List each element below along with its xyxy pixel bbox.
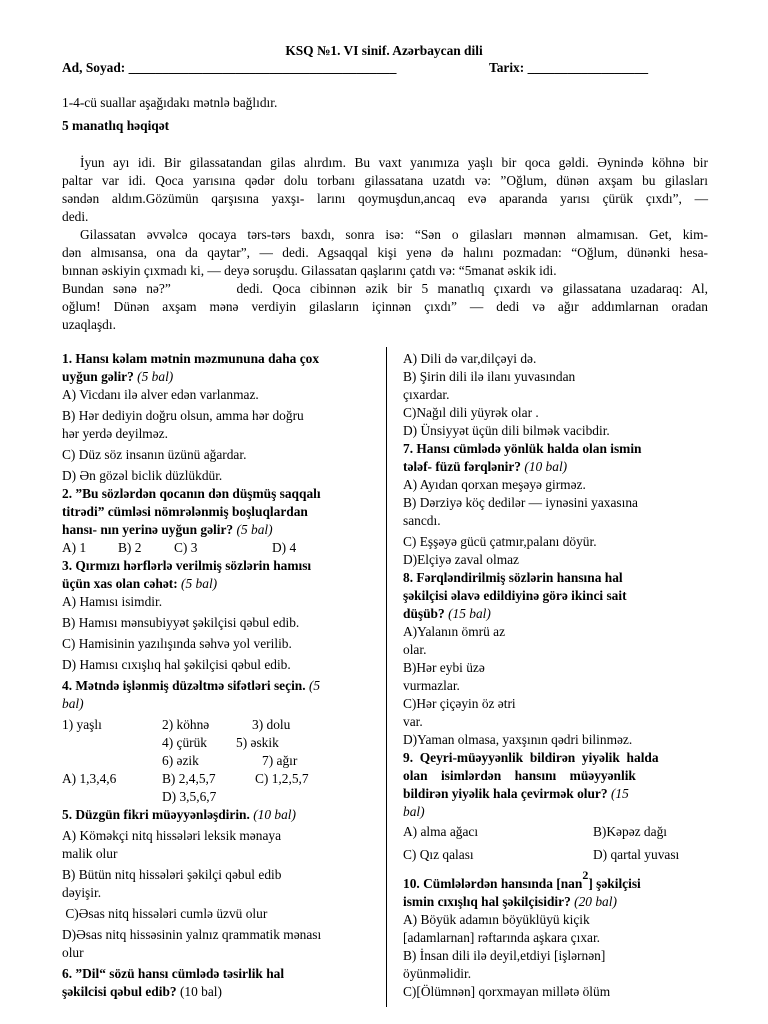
answer-option-continued: var.	[403, 714, 423, 729]
question-10-text: 10. Cümlələrdən hansında [nan2] şəkilçisi	[403, 868, 641, 891]
question-3-text: 3. Qırmızı hərflərlə verilmiş sözlərin hamısı	[62, 558, 312, 573]
answer-option[interactable]: B) İnsan dili ilə deyil,etdiyi [işlərnən]	[403, 948, 606, 963]
answer-option[interactable]: C) Hamisinin yazılışında səhvə yol verilib.	[62, 636, 292, 651]
document-title: KSQ №1. VI sinif. Azərbaycan dili	[285, 43, 483, 58]
answer-option-continued: vurmazlar.	[403, 678, 460, 693]
question-9-text	[403, 803, 709, 821]
question-points: (5 bal)	[137, 369, 174, 384]
story-line: dən almısansa, ona da qaytar”, — dedi. Agsaqqal kişi yenə də halını pozmadan: “Oğlum, dünənki hesa-	[62, 245, 708, 260]
answer-option[interactable]: B) Şirin dili ilə ilanı yuvasından	[403, 369, 576, 384]
answer-option[interactable]: C) Eşşəyə gücü çatmır,palanı döyür.	[403, 534, 597, 549]
answer-option-continued: dəyişir.	[62, 885, 102, 900]
question-points: (10 bal)	[179, 984, 222, 999]
question-8-text: düşüb? (15 bal)	[403, 606, 491, 621]
story-line: səndən aldım.Gözümün qarşısına yaxşı- larını qoymuşdun,ancaq evə aparanda yarısı çürük çıxdı”, —	[62, 191, 708, 206]
story-line: Gilassatan əvvəlcə qocaya tərs-tərs baxdı, sonra isə: “Sən o gilasları mənnən almamısan. Get, kim-	[80, 227, 708, 242]
question-4-text	[62, 695, 380, 713]
questions-left-column	[62, 350, 380, 1001]
story-line: oğlum! Dünən axşam mənə verdiyin gilasların içinnən çıxdı” — dedi və ağır addımlarnan oradan	[62, 299, 708, 314]
question-points: (5	[308, 678, 321, 693]
question-9-text: olan isimlərdən hansını müəyyənlik	[403, 768, 636, 783]
answer-options-row	[62, 539, 380, 557]
answer-option-continued: malik olur	[62, 846, 118, 861]
question-points: (10 bal)	[524, 459, 568, 474]
question-2-text: hansı- nın yerinə uyğun gəlir? (5 bal)	[62, 522, 273, 537]
question-1-text: uyğun gəlir? (5 bal)	[62, 369, 174, 384]
answer-option-continued: olar.	[403, 642, 427, 657]
question-points: (10 bal)	[253, 807, 296, 822]
answer-option[interactable]: C)Hər çiçəyin öz ətri	[403, 696, 516, 711]
word-list	[62, 716, 380, 770]
question-1-text: 1. Hansı kəlam mətnin məzmununa daha çox	[62, 351, 320, 366]
question-6-text: 6. ”Dil“ sözü hansı cümlədə təsirlik hal	[62, 966, 285, 981]
question-points: (15 bal)	[448, 606, 491, 621]
answer-option[interactable]: A) alma ağacı	[403, 824, 479, 839]
column-divider	[386, 347, 387, 1007]
word-item: 2) köhnə	[162, 717, 210, 732]
word-item: 3) dolu	[252, 717, 291, 732]
answer-option[interactable]: D) 4	[272, 540, 297, 555]
story-line: İyun ayı idi. Bir gilassatandan gilas alırdım. Bu vaxt yanımıza yaşlı bir qoca gəldi. Əynində köhnə bir	[80, 155, 708, 170]
answer-option[interactable]: B) 2,4,5,7	[162, 771, 216, 786]
story-text	[62, 154, 708, 334]
story-line: bınnan əskiyin çıxmadı ki, — deyə soruşdu. Gilassatan qaşlarını çatdı və: “5manat əskik idi.	[62, 263, 557, 278]
answer-option[interactable]: D)Əsas nitq hissəsinin yalnız qrammatik mənası	[62, 927, 322, 942]
superscript: 2	[582, 868, 589, 882]
answer-option[interactable]: A) Hamısı isimdir.	[62, 594, 163, 609]
question-points: bal)	[403, 804, 425, 819]
answer-option-continued: öyünməlidir.	[403, 966, 472, 981]
word-item: 7) ağır	[262, 753, 298, 768]
answer-option[interactable]: B) Hamısı mənsubiyyət şəkilçisi qəbul edib.	[62, 615, 300, 630]
answer-option-continued: hər yerdə deyilməz.	[62, 426, 168, 441]
answer-options-grid	[62, 770, 380, 806]
answer-option-continued: çıxardar.	[403, 387, 450, 402]
answer-option[interactable]: B) 2	[118, 540, 142, 555]
question-9-text: bildirən yiyəlik hala çevirmək olur? (15	[403, 786, 629, 801]
question-9-text: 9. Qeyri-müəyyənlik bildirən yiyəlik halda	[403, 750, 659, 765]
name-field-label: Ad, Soyad: ________________________________________	[62, 60, 397, 75]
date-field-label: Tarix: __________________	[489, 60, 649, 75]
question-6-text: şəkilcisi qəbul edib? (10 bal)	[62, 984, 222, 999]
answer-option[interactable]: D) Ən gözəl biclik düzlükdür.	[62, 468, 223, 483]
word-item: 6) əzik	[162, 753, 199, 768]
question-points: (5 bal)	[181, 576, 218, 591]
story-title: 5 manatlıq həqiqət	[62, 118, 170, 133]
answer-option[interactable]: C)Əsas nitq hissələri cumlə üzvü olur	[62, 906, 268, 921]
answer-option[interactable]: A) Ayıdan qorxan meşəyə girməz.	[403, 477, 586, 492]
question-8-text: 8. Fərqləndirilmiş sözlərin hansına hal	[403, 570, 623, 585]
word-item: 4) çürük	[162, 735, 207, 750]
question-2-text: titrədi” cümləsi nömrələnmiş boşluqlardan	[62, 504, 308, 519]
answer-option[interactable]: A) Böyük adamın böyüklüyü kiçik	[403, 912, 590, 927]
answer-option[interactable]: D) 3,5,6,7	[162, 789, 217, 804]
story-line: paltar var idi. Qoca yarısına qədər dolu torbanı gilassatana uzatdı və: ”Oğlum, dünən axşam bu gilasları	[62, 173, 708, 188]
question-7-text: tələf- füzü fərqlənir? (10 bal)	[403, 459, 568, 474]
answer-options-grid	[403, 821, 709, 867]
answer-option[interactable]: A) Vicdanı ilə alver edən varlanmaz.	[62, 387, 259, 402]
question-10-text: ismin cıxışlıq hal şəkilçisidir? (20 bal)	[403, 894, 617, 909]
answer-option[interactable]: A) Köməkçi nitq hissələri leksik mənaya	[62, 828, 282, 843]
story-line: Bundan sənə nə?” dedi. Qoca cibinnən əzik bir 5 manatlıq çıxardı və gilassatana uzadaraq: Al,	[62, 281, 708, 296]
word-item: 5) əskik	[236, 735, 279, 750]
answer-option[interactable]: D)Yaman olmasa, yaxşının qədri bilinməz.	[403, 732, 633, 747]
answer-option[interactable]: B) Dərziyə köç dedilər — iynəsini yaxasına	[403, 495, 639, 510]
word-item: 1) yaşlı	[62, 717, 102, 732]
story-line: uzaqlaşdı.	[62, 317, 116, 332]
answer-option-continued: sancdı.	[403, 513, 441, 528]
question-points: bal)	[62, 696, 84, 711]
question-4-text: 4. Mətndə işlənmiş düzəltmə sifətləri seçin. (5	[62, 678, 321, 693]
answer-option[interactable]: D) qartal yuvası	[593, 847, 680, 862]
answer-option-continued: [adamlarnan] rəftarında aşkara çıxar.	[403, 930, 601, 945]
answer-option[interactable]: B) Bütün nitq hissələri şəkilçi qəbul edib	[62, 867, 282, 882]
answer-option[interactable]: D)Elçiyə zaval olmaz	[403, 552, 519, 567]
question-8-text: şəkilçisi əlavə edildiyinə görə ikinci sait	[403, 588, 627, 603]
answer-option[interactable]: B)Kəpəz dağı	[593, 824, 667, 839]
answer-option[interactable]: D) Ünsiyyət üçün dili bilmək vacibdir.	[403, 423, 610, 438]
answer-option[interactable]: C) Qız qalası	[403, 847, 474, 862]
answer-option[interactable]: C)Nağıl dili yüyrək olar .	[403, 405, 539, 420]
question-5-text: 5. Düzgün fikri müəyyənləşdirin. (10 bal)	[62, 807, 296, 822]
answer-option[interactable]: A) Dili də var,dilçəyi də.	[403, 351, 537, 366]
answer-option[interactable]: C)[Ölümnən] qorxmayan millətə ölüm	[403, 984, 611, 999]
answer-option[interactable]: B) Hər dediyin doğru olsun, amma hər doğru	[62, 408, 304, 423]
story-line: dedi.	[62, 209, 89, 224]
answer-option[interactable]: D) Hamısı cıxışlıq hal şəkilçisi qəbul edib.	[62, 657, 291, 672]
answer-option[interactable]: A)Yalanın ömrü az	[403, 624, 506, 639]
answer-option[interactable]: C) Düz söz insanın üzünü ağardar.	[62, 447, 247, 462]
answer-option[interactable]: A) 1,3,4,6	[62, 771, 117, 786]
question-2-text: 2. ”Bu sözlərdən qocanın dən düşmüş saqqalı	[62, 486, 321, 501]
question-3-text: üçün xas olan cəhət: (5 bal)	[62, 576, 218, 591]
question-points: (20 bal)	[574, 894, 617, 909]
answer-option[interactable]: C) 1,2,5,7	[255, 771, 309, 786]
question-7-text: 7. Hansı cümlədə yönlük halda olan ismin	[403, 441, 642, 456]
answer-option[interactable]: B)Hər eybi üzə	[403, 660, 485, 675]
question-points: (15	[610, 786, 629, 801]
questions-right-column	[403, 350, 709, 1001]
answer-option[interactable]: A) 1	[62, 540, 87, 555]
answer-option[interactable]: C) 3	[174, 540, 198, 555]
question-points: (5 bal)	[236, 522, 273, 537]
instructions-text: 1-4-cü suallar aşağıdakı mətnlə bağlıdır.	[62, 95, 278, 110]
answer-option-continued: olur	[62, 945, 84, 960]
